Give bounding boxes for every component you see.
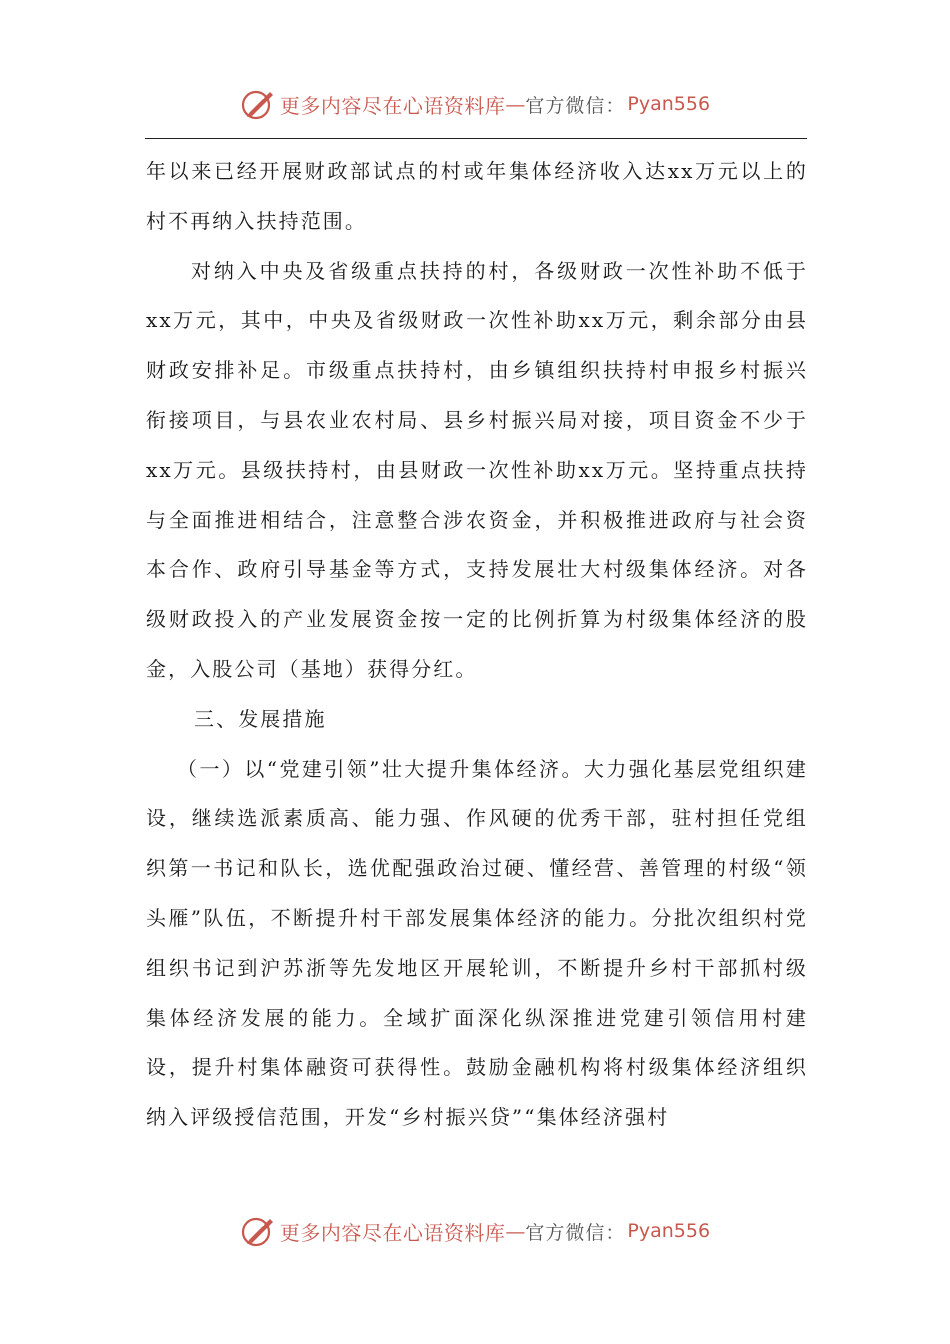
header-banner — [0, 84, 950, 124]
paragraph-measure-one: （一）以“党建引领”壮大提升集体经济。大力强化基层党组织建设，继续选派素质高、能力强、作风硬的优秀干部，驻村担任党组织第一书记和队长，选优配强政治过硬、懂经营、善管理的村级“领头雁”队伍，不断提升村干部发展集体经济的能力。分批次组织村党组织书记到沪苏浙等先发地区开展轮训，不断提升乡村干部抓村级集体经济发展的能力。全域扩面深化纵深推进党建引领信用村建设，提升村集体融资可获得性。鼓励金融机构将村级集体经济组织纳入评级授信范围，开发“乡村振兴贷”“集体经济强村 — [146, 756, 808, 1130]
section-heading: 三、发展措施 — [194, 706, 327, 731]
paragraph-continuation: 年以来已经开展财政部试点的村或年集体经济收入达xx万元以上的村不再纳入扶持范围。 — [146, 159, 808, 233]
banner-wechat-id: Pyan556 — [627, 93, 711, 115]
footer-banner — [0, 1211, 950, 1251]
header-divider — [145, 138, 807, 139]
paragraph-funding: 对纳入中央及省级重点扶持的村，各级财政一次性补助不低于xx万元，其中，中央及省级财政一次性补助xx万元，剩余部分由县财政安排补足。市级重点扶持村，由乡镇组织扶持村申报乡村振兴衔接项目，与县农业农村局、县乡村振兴局对接，项目资金不少于xx万元。县级扶持村，由县财政一次性补助xx万元。坚持重点扶持与全面推进相结合，注意整合涉农资金，并积极推进政府与社会资本合作、政府引导基金等方式，支持发展壮大村级集体经济。对各级财政投入的产业发展资金按一定的比例折算为村级集体经济的股金，入股公司（基地）获得分红。 — [146, 258, 808, 681]
banner-title: 更多内容尽在心语资料库 — [279, 93, 506, 118]
quill-pen-logo-icon — [240, 1213, 276, 1249]
footer-banner-wechat-id: Pyan556 — [627, 1220, 711, 1242]
banner-wechat-label: 官方微信： — [525, 94, 626, 117]
footer-banner-wechat-label: 官方微信： — [525, 1221, 626, 1244]
footer-banner-dash: — — [505, 1219, 526, 1243]
banner-dash: — — [505, 92, 526, 116]
footer-banner-title: 更多内容尽在心语资料库 — [279, 1220, 506, 1245]
document-body — [146, 147, 808, 1143]
quill-pen-logo-icon — [240, 86, 276, 122]
